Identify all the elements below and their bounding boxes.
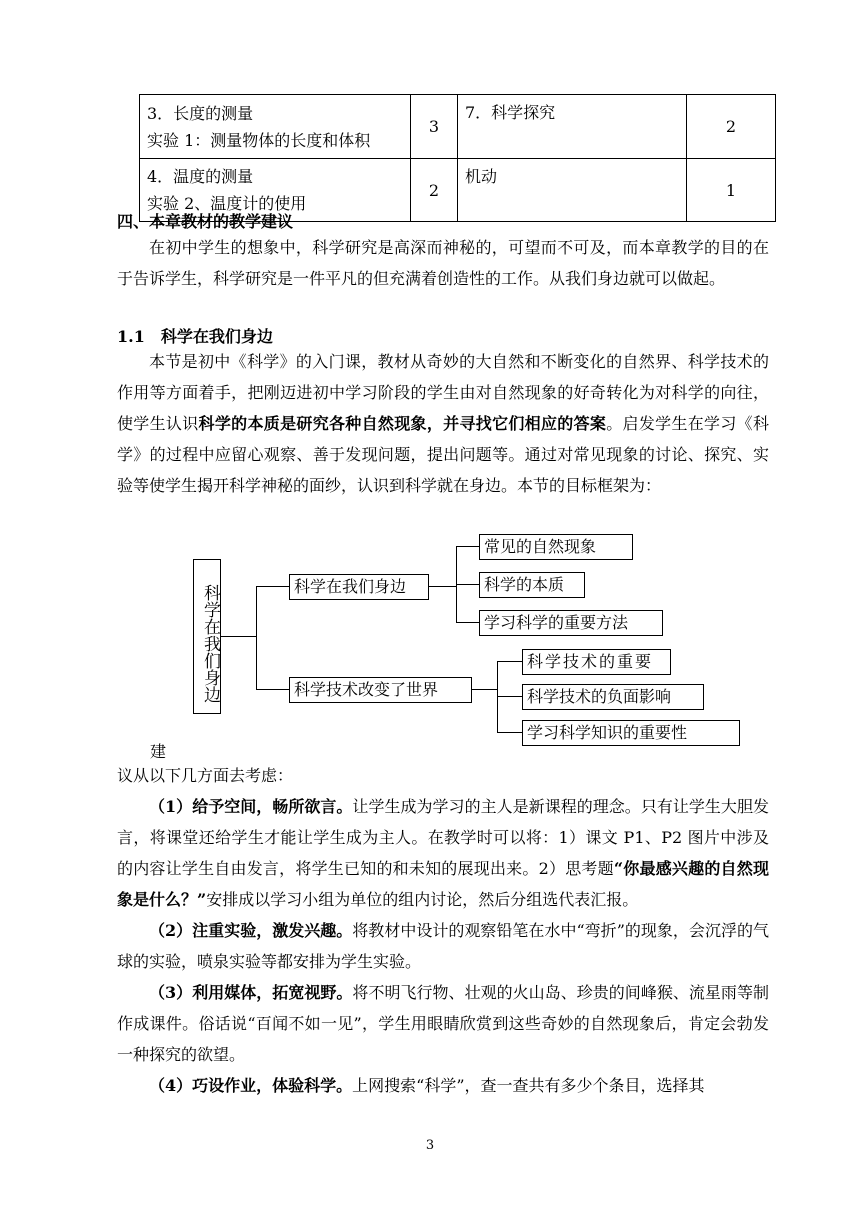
connector-line xyxy=(429,586,456,587)
section-heading: 四、本章教材的教学建议 xyxy=(117,212,294,231)
jian-char: 建 xyxy=(150,742,167,761)
connector-line xyxy=(256,586,289,587)
diagram-leaf-box: 科学的本质 xyxy=(479,572,585,598)
diagram-leaf-box: 学习科学知识的重要性 xyxy=(522,720,740,746)
connector-line xyxy=(497,696,522,697)
connector-line xyxy=(456,546,479,547)
table-cell: 7．科学探究 xyxy=(458,95,687,159)
connector-line xyxy=(497,661,522,662)
diagram-leaf-box: 常见的自然现象 xyxy=(479,534,633,560)
table-cell: 2 xyxy=(687,95,776,159)
diagram-leaf-box: 科学技术的负面影响 xyxy=(522,684,704,710)
diagram-leaf-box: 学习科学的重要方法 xyxy=(479,610,663,636)
page-number: 3 xyxy=(425,1138,435,1153)
diagram-branch-box: 科学在我们身边 xyxy=(289,574,429,600)
lesson-plan-table xyxy=(139,94,776,222)
connector-line xyxy=(456,546,457,623)
connector-line xyxy=(456,584,479,585)
connector-line xyxy=(221,636,256,637)
table-cell: 2 xyxy=(411,159,458,222)
diagram-leaf-box: 科学技术的重要 xyxy=(522,649,671,675)
connector-line xyxy=(256,586,257,690)
suggestions-section: 议从以下几方面去考虑： （1）给予空间，畅所欲言。让学生成为学习的主人是新课程的理念。只有让学生大胆发言，将课堂还给学生才能让学生成为主人。在教学时可以将：1）课文 P1、P2 图片中涉及的内容让学生自由发言，将学生已知的和未知的展现出来。2）思考题“你最感兴趣的自然现象是什么？”安排成以学习小组为单位的组内讨论，然后分组选代表汇报。 （2）注重实验，激发兴趣。将教材中设计的观察铅笔在水中“弯折”的现象，会沉浮的气球的实验，喷泉实验等都安排为学生实验。 （3）利用媒体，拓宽视野。将不明飞行物、壮观的火山岛、珍贵的间峰猴、流星雨等制作成课件。俗话说“百闻不如一见”，学生用眼睛欣赏到这些奇妙的自然现象后，肯定会勃发一种探究的欲望。 （4）巧设作业，体验科学。上网搜索“科学”，查一查共有多少个条目，选择其 xyxy=(117,766,769,1095)
table-cell: 4．温度的测量 实验 2、温度计的使用 xyxy=(140,159,411,222)
section-paragraph: 本节是初中《科学》的入门课，教材从奇妙的大自然和不断变化的自然界、科学技术的作用等方面着手，把刚迈进初中学习阶段的学生由对自然现象的好奇转化为对科学的向往，使学生认识科学的本质是研究各种自然现象，并寻找它们相应的答案。启发学生在学习《科学》的过程中应留心观察、善于发现问题，提出问题等。通过对常见现象的讨论、探究、实验等使学生揭开科学神秘的面纱，认识到科学就在身边。本节的目标框架为： xyxy=(117,352,769,495)
table-cell: 3 xyxy=(411,95,458,159)
diagram-root-box: 科学在我们身边 xyxy=(193,559,221,714)
diagram-branch-box: 科学技术改变了世界 xyxy=(289,677,472,703)
table-cell: 1 xyxy=(687,159,776,222)
table-cell: 3．长度的测量 实验 1：测量物体的长度和体积 xyxy=(140,95,411,159)
connector-line xyxy=(456,622,479,623)
connector-line xyxy=(497,661,498,733)
connector-line xyxy=(497,732,522,733)
intro-paragraph: 在初中学生的想象中，科学研究是高深而神秘的，可望而不可及，而本章教学的目的在于告诉学生，科学研究是一件平凡的但充满着创造性的工作。从我们身边就可以做起。 xyxy=(117,238,769,288)
connector-line xyxy=(256,689,289,690)
connector-line xyxy=(472,689,497,690)
table-row xyxy=(140,95,776,159)
table-cell: 机动 xyxy=(458,159,687,222)
subsection-heading: 1.1 科学在我们身边 xyxy=(117,327,273,346)
